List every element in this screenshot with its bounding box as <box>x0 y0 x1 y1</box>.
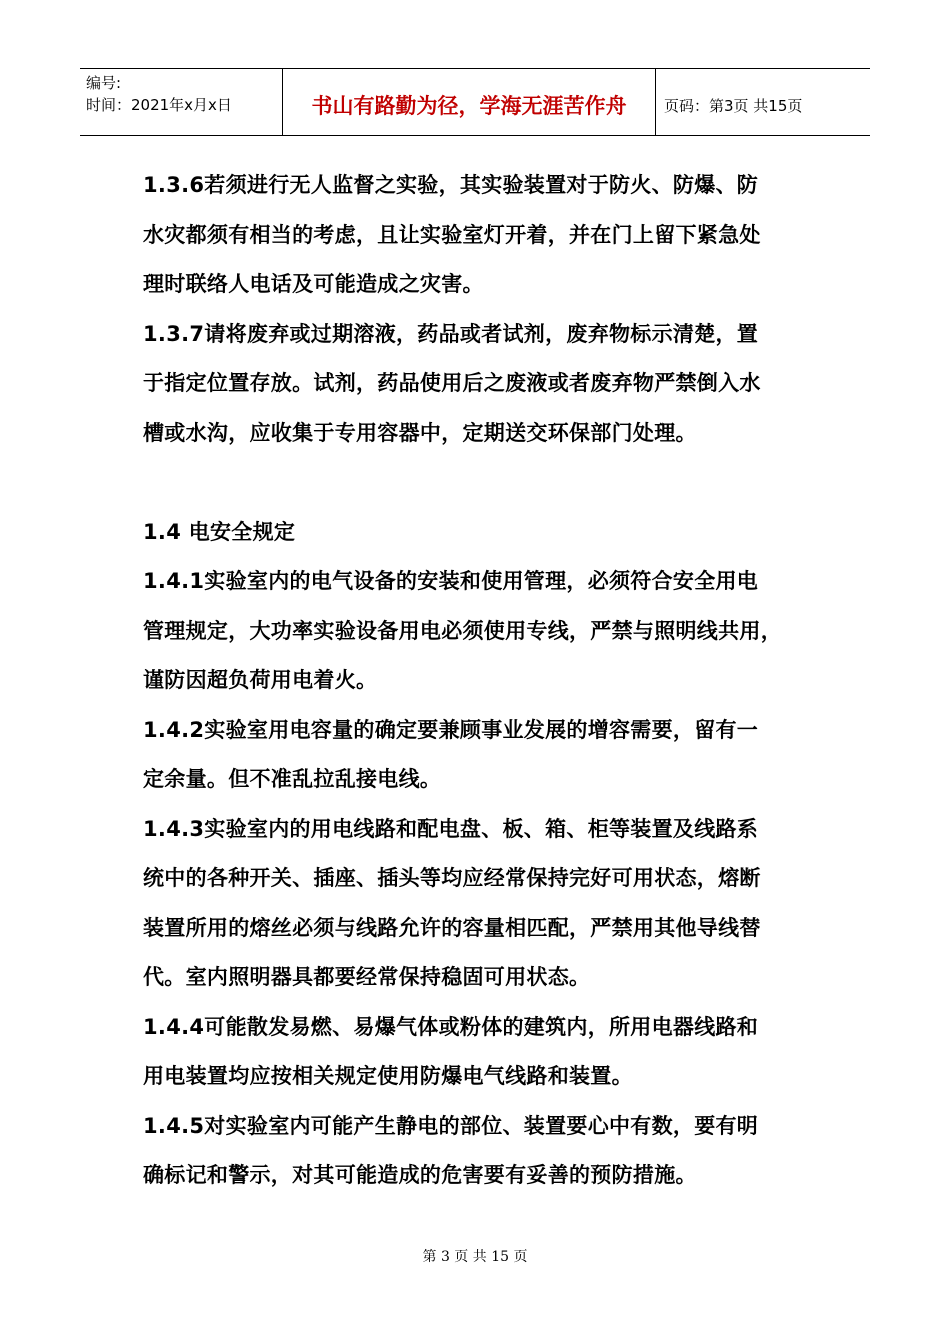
page-footer <box>0 1246 950 1266</box>
document-date: 时间：2021年x月x日 <box>86 96 232 114</box>
body-text-line: 1.4.4可能散发易燃、易爆气体或粉体的建筑内，所用电器线路和 <box>143 1014 759 1039</box>
body-text-line: 槽或水沟，应收集于专用容器中，定期送交环保部门处理。 <box>143 420 697 445</box>
body-text-line: 装置所用的熔丝必须与线路允许的容量相匹配，严禁用其他导线替 <box>143 915 761 940</box>
body-text-line: 1.3.6若须进行无人监督之实验，其实验装置对于防火、防爆、防 <box>143 173 759 197</box>
body-text-line: 1.4.5对实验室内可能产生静电的部位、装置要心中有数，要有明 <box>143 1113 759 1138</box>
body-text-line: 代。室内照明器具都要经常保持稳固可用状态。 <box>143 965 591 989</box>
header-page-cell <box>656 69 870 135</box>
body-text-line: 统中的各种开关、插座、插头等均应经常保持完好可用状态，熔断 <box>143 866 761 890</box>
body-text-line: 水灾都须有相当的考虑，且让实验室灯开着，并在门上留下紧急处 <box>143 222 761 247</box>
body-text-line: 定余量。但不准乱拉乱接电线。 <box>143 767 442 791</box>
header-motto: 书山有路勤为径，学海无涯苦作舟 <box>311 93 627 118</box>
body-text-line: 理时联络人电话及可能造成之灾害。 <box>143 272 484 296</box>
document-number-label: 编号: <box>86 74 122 92</box>
paragraph-gap <box>143 463 823 513</box>
footer-page-number: 第 3 页 共 15 页 <box>422 1249 528 1265</box>
body-text-line: 1.4.1实验室内的电气设备的安装和使用管理，必须符合安全用电 <box>143 569 759 593</box>
header-meta <box>80 69 282 135</box>
page-header <box>80 68 870 136</box>
body-text-line: 1.3.7请将废弃或过期溶液，药品或者试剂，废弃物标示清楚，置 <box>143 321 759 346</box>
body-text-line: 1.4.3实验室内的用电线路和配电盘、板、箱、柜等装置及线路系 <box>143 816 759 841</box>
body-text-line: 管理规定，大功率实验设备用电必须使用专线，严禁与照明线共用， <box>143 618 782 643</box>
body-text-line: 1.4 电安全规定 <box>143 519 296 544</box>
document-body <box>143 166 823 1206</box>
body-text-line: 用电装置均应按相关规定使用防爆电气线路和装置。 <box>143 1064 633 1088</box>
header-page-info: 页码：第3页 共15页 <box>664 96 803 115</box>
body-text-line: 1.4.2实验室用电容量的确定要兼顾事业发展的增容需要，留有一 <box>143 717 759 742</box>
header-motto-cell <box>282 69 656 135</box>
body-text-line: 谨防因超负荷用电着火。 <box>143 668 378 692</box>
body-text-line: 于指定位置存放。试剂，药品使用后之废液或者废弃物严禁倒入水 <box>143 371 761 395</box>
body-text-line: 确标记和警示，对其可能造成的危害要有妥善的预防措施。 <box>143 1163 697 1187</box>
